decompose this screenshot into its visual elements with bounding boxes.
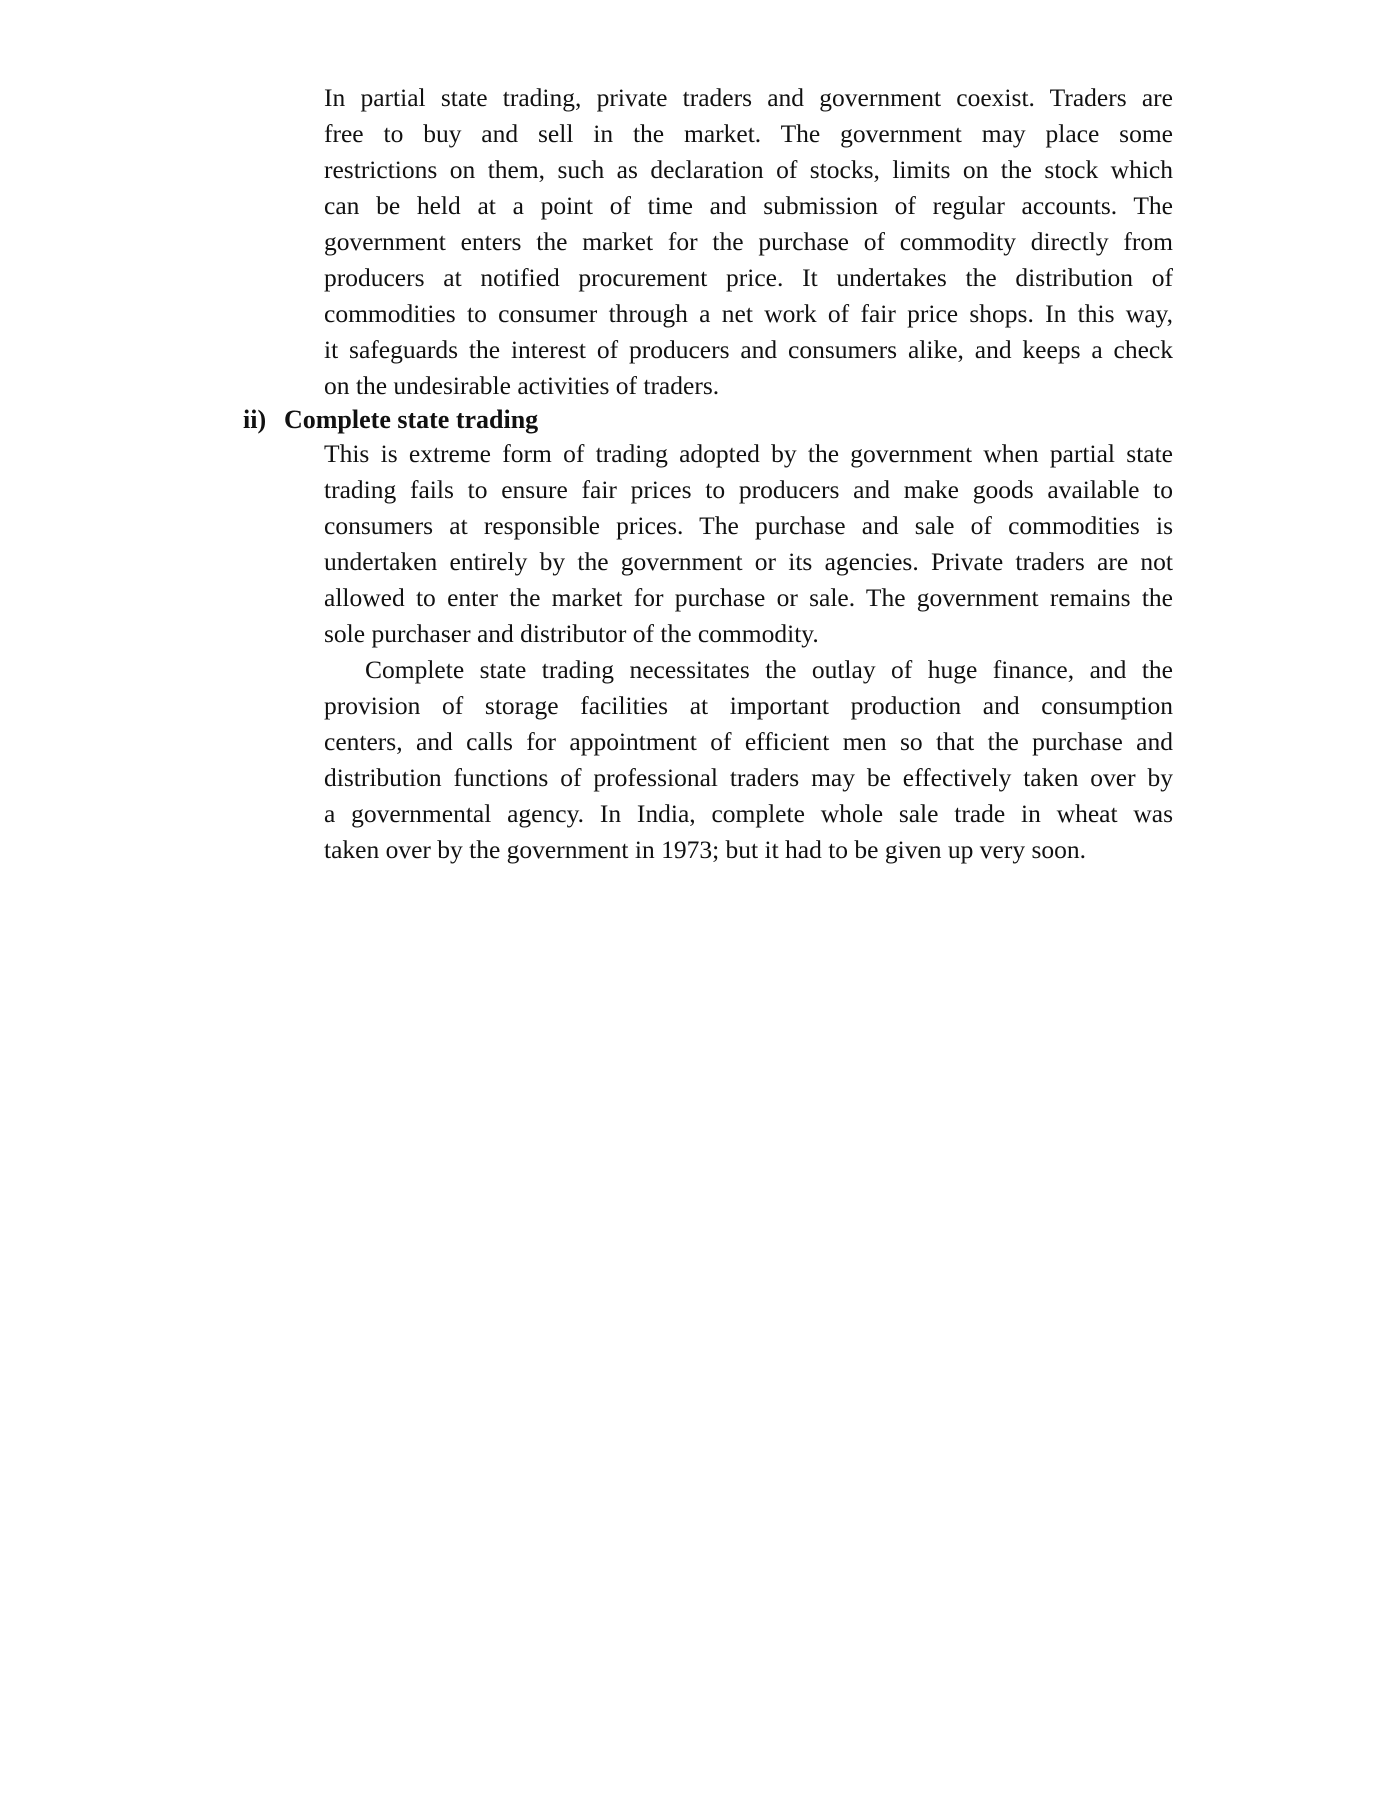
text-line: distribution functions of professional traders may be effectively taken over by xyxy=(324,763,1173,792)
text-line: taken over by the government in 1973; but it had to be given up very soon. xyxy=(324,835,1087,864)
text-line: on the undesirable activities of traders. xyxy=(324,371,720,400)
text-line: producers at notified procurement price. It undertakes the distribution of xyxy=(324,263,1173,292)
text-line: free to buy and sell in the market. The government may place some xyxy=(324,119,1173,148)
text-line: restrictions on them, such as declaration of stocks, limits on the stock which xyxy=(324,155,1173,184)
text-line: it safeguards the interest of producers and consumers alike, and keeps a check xyxy=(324,335,1173,364)
text-line: In partial state trading, private traders and government coexist. Traders are xyxy=(324,83,1173,112)
text-line: sole purchaser and distributor of the commodity. xyxy=(324,619,819,648)
text-line: commodities to consumer through a net work of fair price shops. In this way, xyxy=(324,299,1173,328)
text-line: can be held at a point of time and submission of regular accounts. The xyxy=(324,191,1173,220)
paragraph-partial-state-trading xyxy=(324,80,1173,404)
section-number: ii) xyxy=(243,405,267,434)
text-line: government enters the market for the purchase of commodity directly from xyxy=(324,227,1173,256)
text-line: a governmental agency. In India, complete whole sale trade in wheat was xyxy=(324,799,1173,828)
section-title: Complete state trading xyxy=(284,405,539,434)
text-line: trading fails to ensure fair prices to producers and make goods available to xyxy=(324,475,1173,504)
text-line: provision of storage facilities at important production and consumption xyxy=(324,691,1173,720)
paragraph-complete-state-trading-requirements xyxy=(324,652,1173,868)
text-line: centers, and calls for appointment of efficient men so that the purchase and xyxy=(324,727,1173,756)
paragraph-complete-state-trading-definition xyxy=(324,436,1173,652)
text-line: This is extreme form of trading adopted by the government when partial state xyxy=(324,439,1173,468)
text-line: consumers at responsible prices. The purchase and sale of commodities is xyxy=(324,511,1173,540)
text-line: allowed to enter the market for purchase or sale. The government remains the xyxy=(324,583,1173,612)
section-heading xyxy=(243,402,538,438)
text-line: undertaken entirely by the government or its agencies. Private traders are not xyxy=(324,547,1173,576)
text-line: Complete state trading necessitates the outlay of huge finance, and the xyxy=(365,655,1173,684)
